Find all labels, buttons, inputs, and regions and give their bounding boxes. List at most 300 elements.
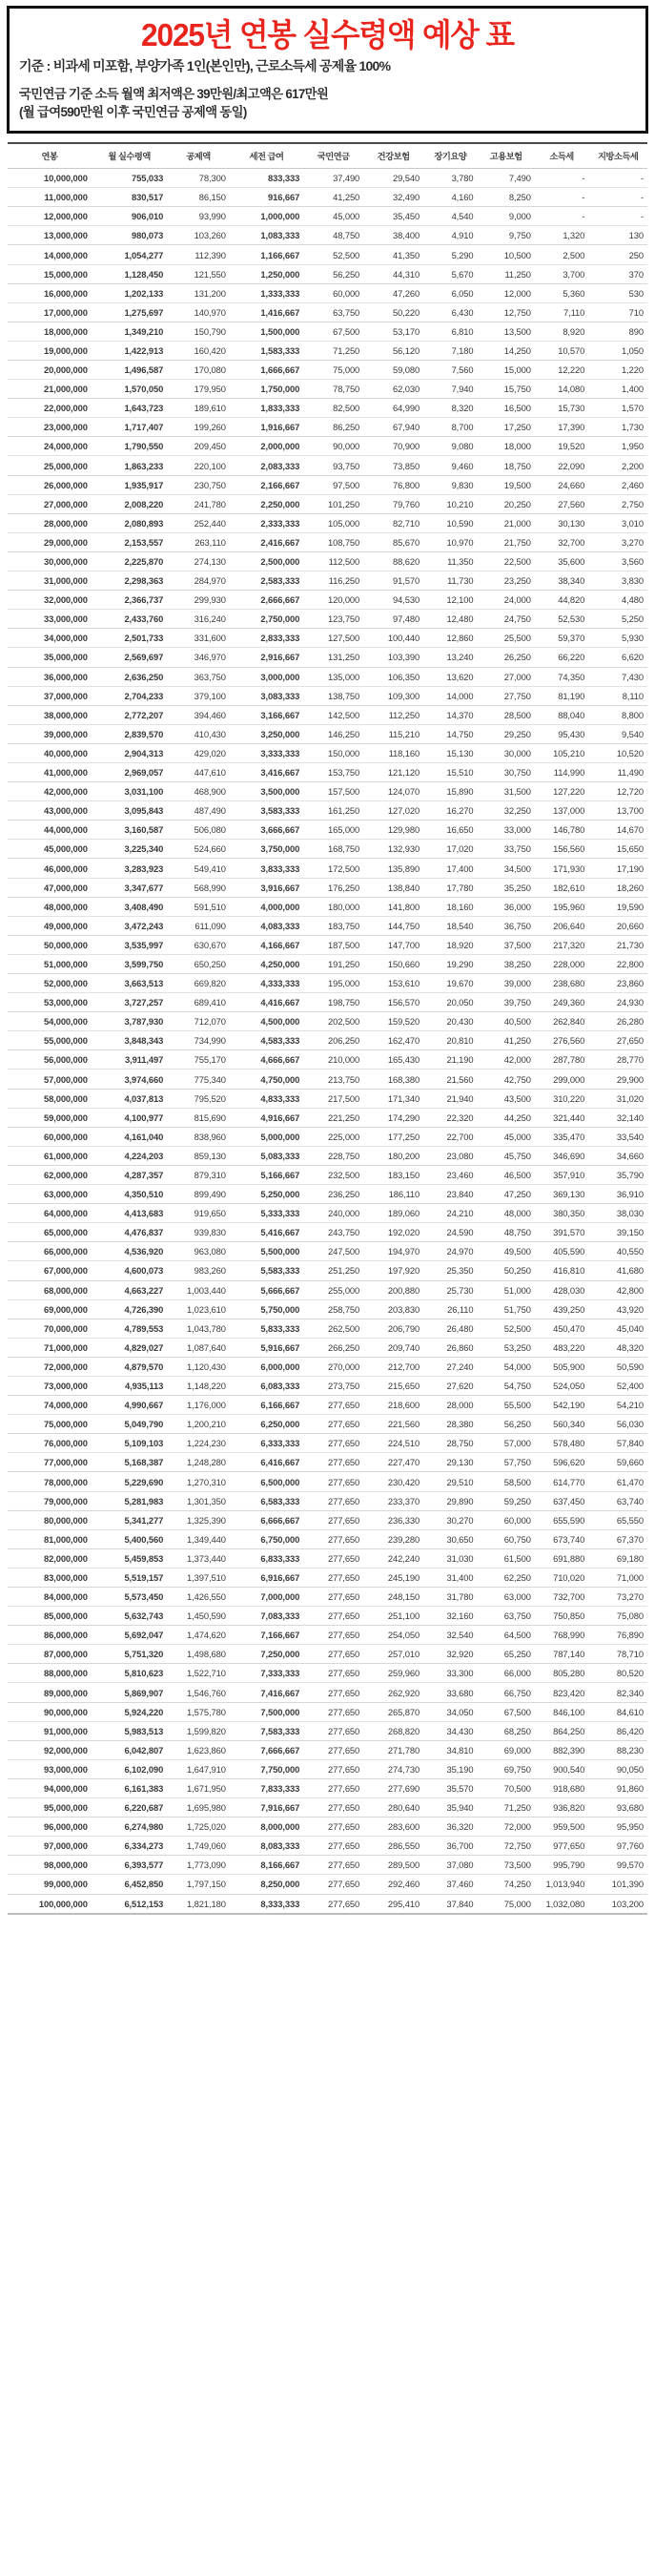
table-row xyxy=(8,1338,647,1357)
cell-monthly-net: 5,229,690 xyxy=(92,1472,167,1491)
cell-longterm-care: 17,780 xyxy=(423,878,477,897)
cell-deductions: 1,023,610 xyxy=(167,1299,230,1319)
cell-national-pension: 71,250 xyxy=(303,341,363,360)
cell-longterm-care: 19,670 xyxy=(423,974,477,993)
cell-monthly-net: 5,810,623 xyxy=(92,1664,167,1683)
cell-national-pension: 93,750 xyxy=(303,456,363,475)
cell-longterm-care: 6,430 xyxy=(423,302,477,322)
cell-deductions: 879,310 xyxy=(167,1165,230,1184)
cell-longterm-care: 17,400 xyxy=(423,859,477,878)
table-row xyxy=(8,1376,647,1395)
table-row xyxy=(8,1089,647,1108)
cell-pretax-pay: 5,500,000 xyxy=(230,1242,303,1261)
cell-annual-salary: 88,000,000 xyxy=(8,1664,92,1683)
cell-health-insurance: 248,150 xyxy=(363,1588,423,1607)
table-row xyxy=(8,629,647,648)
cell-deductions: 189,610 xyxy=(167,399,230,418)
cell-longterm-care: 26,480 xyxy=(423,1319,477,1338)
cell-annual-salary: 91,000,000 xyxy=(8,1721,92,1740)
cell-health-insurance: 38,400 xyxy=(363,226,423,245)
cell-employment-insurance: 71,250 xyxy=(478,1798,535,1818)
table-row xyxy=(8,1472,647,1491)
cell-income-tax: 19,520 xyxy=(535,437,588,456)
cell-monthly-net: 3,599,750 xyxy=(92,954,167,973)
cell-monthly-net: 1,717,407 xyxy=(92,418,167,437)
cell-deductions: 230,750 xyxy=(167,475,230,494)
cell-income-tax: 10,570 xyxy=(535,341,588,360)
cell-employment-insurance: 17,250 xyxy=(478,418,535,437)
cell-pretax-pay: 6,166,667 xyxy=(230,1396,303,1415)
cell-employment-insurance: 70,500 xyxy=(478,1778,535,1797)
table-row xyxy=(8,302,647,322)
cell-annual-salary: 44,000,000 xyxy=(8,821,92,840)
column-header-monthly-net: 월 실수령액 xyxy=(92,143,167,169)
cell-income-tax: 823,420 xyxy=(535,1683,588,1702)
cell-monthly-net: 4,536,920 xyxy=(92,1242,167,1261)
cell-longterm-care: 18,160 xyxy=(423,897,477,916)
cell-pretax-pay: 7,583,333 xyxy=(230,1721,303,1740)
cell-deductions: 447,610 xyxy=(167,762,230,781)
cell-longterm-care: 24,590 xyxy=(423,1223,477,1242)
cell-monthly-net: 1,128,450 xyxy=(92,264,167,283)
cell-income-tax: 691,880 xyxy=(535,1548,588,1568)
cell-employment-insurance: 46,500 xyxy=(478,1165,535,1184)
cell-annual-salary: 77,000,000 xyxy=(8,1453,92,1472)
cell-monthly-net: 6,334,273 xyxy=(92,1837,167,1856)
cell-pretax-pay: 4,166,667 xyxy=(230,935,303,954)
cell-national-pension: 150,000 xyxy=(303,743,363,762)
cell-deductions: 1,043,780 xyxy=(167,1319,230,1338)
cell-national-pension: 277,650 xyxy=(303,1856,363,1875)
header-banner xyxy=(7,6,648,134)
cell-income-tax: 391,570 xyxy=(535,1223,588,1242)
cell-national-pension: 247,500 xyxy=(303,1242,363,1261)
cell-employment-insurance: 42,750 xyxy=(478,1070,535,1089)
table-row xyxy=(8,1165,647,1184)
table-row xyxy=(8,1415,647,1434)
cell-annual-salary: 20,000,000 xyxy=(8,361,92,380)
cell-income-tax: 357,910 xyxy=(535,1165,588,1184)
cell-annual-salary: 17,000,000 xyxy=(8,302,92,322)
cell-monthly-net: 2,366,737 xyxy=(92,591,167,610)
table-row xyxy=(8,1127,647,1146)
cell-employment-insurance: 31,500 xyxy=(478,782,535,801)
cell-pretax-pay: 3,000,000 xyxy=(230,667,303,686)
cell-pretax-pay: 4,500,000 xyxy=(230,1012,303,1031)
cell-annual-salary: 86,000,000 xyxy=(8,1626,92,1645)
cell-national-pension: 168,750 xyxy=(303,840,363,859)
cell-deductions: 1,474,620 xyxy=(167,1626,230,1645)
cell-longterm-care: 27,620 xyxy=(423,1376,477,1395)
cell-national-pension: 277,650 xyxy=(303,1434,363,1453)
table-row xyxy=(8,571,647,591)
cell-health-insurance: 129,980 xyxy=(363,821,423,840)
cell-employment-insurance: 33,750 xyxy=(478,840,535,859)
cell-annual-salary: 43,000,000 xyxy=(8,801,92,821)
cell-health-insurance: 259,960 xyxy=(363,1664,423,1683)
cell-longterm-care: 25,730 xyxy=(423,1280,477,1299)
cell-health-insurance: 35,450 xyxy=(363,207,423,226)
cell-local-income-tax: 34,660 xyxy=(588,1146,647,1165)
cell-income-tax: 578,480 xyxy=(535,1434,588,1453)
cell-income-tax: 936,820 xyxy=(535,1798,588,1818)
cell-deductions: 252,440 xyxy=(167,513,230,532)
table-row xyxy=(8,1204,647,1223)
cell-local-income-tax: 40,550 xyxy=(588,1242,647,1261)
table-row xyxy=(8,1396,647,1415)
cell-monthly-net: 5,983,513 xyxy=(92,1721,167,1740)
cell-monthly-net: 6,512,153 xyxy=(92,1894,167,1914)
table-row xyxy=(8,341,647,360)
cell-pretax-pay: 7,416,667 xyxy=(230,1683,303,1702)
cell-national-pension: 161,250 xyxy=(303,801,363,821)
cell-local-income-tax: 97,760 xyxy=(588,1837,647,1856)
cell-employment-insurance: 69,750 xyxy=(478,1759,535,1778)
cell-local-income-tax: 32,140 xyxy=(588,1108,647,1127)
cell-income-tax: 17,390 xyxy=(535,418,588,437)
cell-income-tax: 74,350 xyxy=(535,667,588,686)
cell-income-tax: 864,250 xyxy=(535,1721,588,1740)
salary-table-container xyxy=(8,142,647,1915)
cell-pretax-pay: 5,083,333 xyxy=(230,1146,303,1165)
cell-longterm-care: 19,290 xyxy=(423,954,477,973)
cell-income-tax: 44,820 xyxy=(535,591,588,610)
cell-local-income-tax: 9,540 xyxy=(588,724,647,743)
cell-monthly-net: 2,839,570 xyxy=(92,724,167,743)
cell-monthly-net: 2,904,313 xyxy=(92,743,167,762)
column-header-national-pension: 국민연금 xyxy=(303,143,363,169)
cell-employment-insurance: 40,500 xyxy=(478,1012,535,1031)
cell-monthly-net: 2,225,870 xyxy=(92,551,167,571)
cell-employment-insurance: 47,250 xyxy=(478,1185,535,1204)
cell-national-pension: 45,000 xyxy=(303,207,363,226)
cell-national-pension: 277,650 xyxy=(303,1453,363,1472)
cell-employment-insurance: 21,750 xyxy=(478,532,535,551)
column-header-employment-insurance: 고용보험 xyxy=(478,143,535,169)
cell-national-pension: 108,750 xyxy=(303,532,363,551)
cell-longterm-care: 6,050 xyxy=(423,283,477,302)
cell-pretax-pay: 4,916,667 xyxy=(230,1108,303,1127)
cell-pretax-pay: 3,500,000 xyxy=(230,782,303,801)
cell-health-insurance: 109,300 xyxy=(363,686,423,705)
cell-annual-salary: 47,000,000 xyxy=(8,878,92,897)
cell-income-tax: 30,130 xyxy=(535,513,588,532)
cell-income-tax: 2,500 xyxy=(535,245,588,264)
cell-monthly-net: 4,726,390 xyxy=(92,1299,167,1319)
cell-health-insurance: 41,350 xyxy=(363,245,423,264)
cell-employment-insurance: 72,000 xyxy=(478,1818,535,1837)
cell-national-pension: 41,250 xyxy=(303,188,363,207)
cell-deductions: 150,790 xyxy=(167,322,230,341)
cell-employment-insurance: 66,000 xyxy=(478,1664,535,1683)
cell-employment-insurance: 15,750 xyxy=(478,380,535,399)
cell-pretax-pay: 6,083,333 xyxy=(230,1376,303,1395)
cell-national-pension: 187,500 xyxy=(303,935,363,954)
cell-health-insurance: 62,030 xyxy=(363,380,423,399)
cell-local-income-tax: 41,680 xyxy=(588,1261,647,1280)
cell-employment-insurance: 34,500 xyxy=(478,859,535,878)
cell-income-tax: 977,650 xyxy=(535,1837,588,1856)
cell-longterm-care: 11,730 xyxy=(423,571,477,591)
cell-local-income-tax: 710 xyxy=(588,302,647,322)
cell-local-income-tax: 39,150 xyxy=(588,1223,647,1242)
cell-monthly-net: 2,080,893 xyxy=(92,513,167,532)
table-row xyxy=(8,782,647,801)
cell-local-income-tax: 43,920 xyxy=(588,1299,647,1319)
cell-deductions: 1,373,440 xyxy=(167,1548,230,1568)
table-row xyxy=(8,1357,647,1376)
page-title: 2025년 연봉 실수령액 예상 표 xyxy=(141,17,514,52)
table-row xyxy=(8,1050,647,1070)
cell-national-pension: 78,750 xyxy=(303,380,363,399)
cell-local-income-tax: 57,840 xyxy=(588,1434,647,1453)
cell-local-income-tax: 13,700 xyxy=(588,801,647,821)
column-header-longterm-care: 장기요양 xyxy=(423,143,477,169)
table-row xyxy=(8,1491,647,1510)
cell-health-insurance: 124,070 xyxy=(363,782,423,801)
cell-national-pension: 142,500 xyxy=(303,705,363,724)
cell-employment-insurance: 8,250 xyxy=(478,188,535,207)
cell-annual-salary: 74,000,000 xyxy=(8,1396,92,1415)
cell-monthly-net: 830,517 xyxy=(92,188,167,207)
cell-local-income-tax: 80,520 xyxy=(588,1664,647,1683)
cell-local-income-tax: 84,610 xyxy=(588,1702,647,1721)
column-header-deductions: 공제액 xyxy=(167,143,230,169)
cell-employment-insurance: 27,750 xyxy=(478,686,535,705)
cell-health-insurance: 280,640 xyxy=(363,1798,423,1818)
cell-longterm-care: 14,750 xyxy=(423,724,477,743)
cell-pretax-pay: 1,666,667 xyxy=(230,361,303,380)
cell-health-insurance: 274,730 xyxy=(363,1759,423,1778)
table-row xyxy=(8,878,647,897)
cell-health-insurance: 106,350 xyxy=(363,667,423,686)
cell-longterm-care: 10,970 xyxy=(423,532,477,551)
cell-employment-insurance: 27,000 xyxy=(478,667,535,686)
cell-national-pension: 277,650 xyxy=(303,1894,363,1914)
cell-longterm-care: 21,940 xyxy=(423,1089,477,1108)
cell-income-tax: 88,040 xyxy=(535,705,588,724)
cell-income-tax: 238,680 xyxy=(535,974,588,993)
cell-national-pension: 277,650 xyxy=(303,1683,363,1702)
cell-deductions: 331,600 xyxy=(167,629,230,648)
cell-longterm-care: 13,240 xyxy=(423,648,477,667)
cell-pretax-pay: 1,333,333 xyxy=(230,283,303,302)
cell-national-pension: 243,750 xyxy=(303,1223,363,1242)
cell-national-pension: 277,650 xyxy=(303,1875,363,1894)
cell-pretax-pay: 1,000,000 xyxy=(230,207,303,226)
cell-monthly-net: 2,969,057 xyxy=(92,762,167,781)
cell-national-pension: 277,650 xyxy=(303,1759,363,1778)
cell-employment-insurance: 50,250 xyxy=(478,1261,535,1280)
cell-employment-insurance: 56,250 xyxy=(478,1415,535,1434)
table-row xyxy=(8,1568,647,1587)
cell-national-pension: 131,250 xyxy=(303,648,363,667)
cell-annual-salary: 41,000,000 xyxy=(8,762,92,781)
cell-pretax-pay: 1,166,667 xyxy=(230,245,303,264)
cell-annual-salary: 97,000,000 xyxy=(8,1837,92,1856)
cell-national-pension: 112,500 xyxy=(303,551,363,571)
cell-longterm-care: 32,160 xyxy=(423,1607,477,1626)
table-row xyxy=(8,1837,647,1856)
cell-national-pension: 183,750 xyxy=(303,916,363,935)
cell-health-insurance: 271,780 xyxy=(363,1740,423,1759)
cell-longterm-care: 10,210 xyxy=(423,494,477,513)
cell-pretax-pay: 4,416,667 xyxy=(230,993,303,1012)
cell-pretax-pay: 4,083,333 xyxy=(230,916,303,935)
cell-local-income-tax: - xyxy=(588,169,647,188)
cell-pretax-pay: 7,333,333 xyxy=(230,1664,303,1683)
table-row xyxy=(8,1299,647,1319)
cell-health-insurance: 209,740 xyxy=(363,1338,423,1357)
cell-longterm-care: 23,840 xyxy=(423,1185,477,1204)
cell-deductions: 1,148,220 xyxy=(167,1376,230,1395)
cell-employment-insurance: 57,000 xyxy=(478,1434,535,1453)
cell-pretax-pay: 6,833,333 xyxy=(230,1548,303,1568)
cell-health-insurance: 192,020 xyxy=(363,1223,423,1242)
cell-income-tax: 846,100 xyxy=(535,1702,588,1721)
cell-income-tax: 750,850 xyxy=(535,1607,588,1626)
cell-employment-insurance: 18,750 xyxy=(478,456,535,475)
cell-monthly-net: 6,220,687 xyxy=(92,1798,167,1818)
cell-employment-insurance: 66,750 xyxy=(478,1683,535,1702)
cell-monthly-net: 4,829,027 xyxy=(92,1338,167,1357)
cell-annual-salary: 93,000,000 xyxy=(8,1759,92,1778)
cell-monthly-net: 4,224,203 xyxy=(92,1146,167,1165)
cell-employment-insurance: 75,000 xyxy=(478,1894,535,1914)
cell-income-tax: 24,660 xyxy=(535,475,588,494)
cell-local-income-tax: 73,270 xyxy=(588,1588,647,1607)
cell-monthly-net: 3,848,343 xyxy=(92,1031,167,1050)
cell-annual-salary: 79,000,000 xyxy=(8,1491,92,1510)
cell-health-insurance: 254,050 xyxy=(363,1626,423,1645)
cell-monthly-net: 4,350,510 xyxy=(92,1185,167,1204)
table-row xyxy=(8,1645,647,1664)
cell-national-pension: 37,490 xyxy=(303,169,363,188)
cell-annual-salary: 42,000,000 xyxy=(8,782,92,801)
cell-national-pension: 210,000 xyxy=(303,1050,363,1070)
cell-longterm-care: 4,160 xyxy=(423,188,477,207)
cell-employment-insurance: 55,500 xyxy=(478,1396,535,1415)
cell-longterm-care: 11,350 xyxy=(423,551,477,571)
cell-national-pension: 277,650 xyxy=(303,1626,363,1645)
cell-pretax-pay: 4,250,000 xyxy=(230,954,303,973)
cell-health-insurance: 283,600 xyxy=(363,1818,423,1837)
cell-income-tax: 35,600 xyxy=(535,551,588,571)
cell-pretax-pay: 4,666,667 xyxy=(230,1050,303,1070)
cell-annual-salary: 19,000,000 xyxy=(8,341,92,360)
table-row xyxy=(8,974,647,993)
cell-monthly-net: 5,519,157 xyxy=(92,1568,167,1587)
cell-local-income-tax: 90,050 xyxy=(588,1759,647,1778)
cell-national-pension: 165,000 xyxy=(303,821,363,840)
cell-health-insurance: 103,390 xyxy=(363,648,423,667)
cell-income-tax: 228,000 xyxy=(535,954,588,973)
cell-health-insurance: 239,280 xyxy=(363,1529,423,1548)
cell-pretax-pay: 4,333,333 xyxy=(230,974,303,993)
cell-pretax-pay: 8,166,667 xyxy=(230,1856,303,1875)
cell-annual-salary: 81,000,000 xyxy=(8,1529,92,1548)
cell-annual-salary: 94,000,000 xyxy=(8,1778,92,1797)
cell-annual-salary: 11,000,000 xyxy=(8,188,92,207)
cell-income-tax: 66,220 xyxy=(535,648,588,667)
cell-income-tax: 146,780 xyxy=(535,821,588,840)
cell-monthly-net: 1,496,587 xyxy=(92,361,167,380)
cell-monthly-net: 1,935,917 xyxy=(92,475,167,494)
cell-national-pension: 277,650 xyxy=(303,1472,363,1491)
cell-longterm-care: 6,810 xyxy=(423,322,477,341)
cell-pretax-pay: 3,333,333 xyxy=(230,743,303,762)
cell-annual-salary: 89,000,000 xyxy=(8,1683,92,1702)
cell-longterm-care: 33,680 xyxy=(423,1683,477,1702)
cell-health-insurance: 118,160 xyxy=(363,743,423,762)
cell-longterm-care: 34,430 xyxy=(423,1721,477,1740)
cell-national-pension: 277,650 xyxy=(303,1645,363,1664)
cell-annual-salary: 50,000,000 xyxy=(8,935,92,954)
cell-health-insurance: 224,510 xyxy=(363,1434,423,1453)
cell-annual-salary: 56,000,000 xyxy=(8,1050,92,1070)
cell-pretax-pay: 1,250,000 xyxy=(230,264,303,283)
cell-health-insurance: 67,940 xyxy=(363,418,423,437)
cell-income-tax: 114,990 xyxy=(535,762,588,781)
cell-national-pension: 86,250 xyxy=(303,418,363,437)
cell-annual-salary: 29,000,000 xyxy=(8,532,92,551)
cell-longterm-care: 5,290 xyxy=(423,245,477,264)
cell-annual-salary: 64,000,000 xyxy=(8,1204,92,1223)
cell-monthly-net: 6,161,383 xyxy=(92,1778,167,1797)
cell-monthly-net: 3,727,257 xyxy=(92,993,167,1012)
cell-pretax-pay: 3,583,333 xyxy=(230,801,303,821)
cell-monthly-net: 4,413,683 xyxy=(92,1204,167,1223)
cell-national-pension: 206,250 xyxy=(303,1031,363,1050)
cell-health-insurance: 76,800 xyxy=(363,475,423,494)
cell-longterm-care: 28,000 xyxy=(423,1396,477,1415)
cell-deductions: 1,821,180 xyxy=(167,1894,230,1914)
cell-deductions: 983,260 xyxy=(167,1261,230,1280)
cell-longterm-care: 14,000 xyxy=(423,686,477,705)
cell-health-insurance: 32,490 xyxy=(363,188,423,207)
cell-local-income-tax: 24,930 xyxy=(588,993,647,1012)
cell-local-income-tax: 88,230 xyxy=(588,1740,647,1759)
cell-longterm-care: 36,320 xyxy=(423,1818,477,1837)
cell-monthly-net: 4,287,357 xyxy=(92,1165,167,1184)
cell-deductions: 199,260 xyxy=(167,418,230,437)
cell-health-insurance: 94,530 xyxy=(363,591,423,610)
cell-national-pension: 232,500 xyxy=(303,1165,363,1184)
cell-annual-salary: 80,000,000 xyxy=(8,1510,92,1529)
cell-national-pension: 146,250 xyxy=(303,724,363,743)
cell-pretax-pay: 2,166,667 xyxy=(230,475,303,494)
cell-national-pension: 277,650 xyxy=(303,1396,363,1415)
cell-income-tax: 1,032,080 xyxy=(535,1894,588,1914)
cell-local-income-tax: 11,490 xyxy=(588,762,647,781)
table-header xyxy=(8,143,647,169)
cell-longterm-care: 32,540 xyxy=(423,1626,477,1645)
cell-pretax-pay: 5,416,667 xyxy=(230,1223,303,1242)
cell-pretax-pay: 7,250,000 xyxy=(230,1645,303,1664)
cell-pretax-pay: 6,250,000 xyxy=(230,1415,303,1434)
cell-pretax-pay: 833,333 xyxy=(230,169,303,188)
cell-longterm-care: 21,560 xyxy=(423,1070,477,1089)
cell-income-tax: 505,900 xyxy=(535,1357,588,1376)
cell-monthly-net: 4,600,073 xyxy=(92,1261,167,1280)
table-row xyxy=(8,1012,647,1031)
cell-local-income-tax: 27,650 xyxy=(588,1031,647,1050)
cell-income-tax: 262,840 xyxy=(535,1012,588,1031)
cell-deductions: 939,830 xyxy=(167,1223,230,1242)
cell-annual-salary: 75,000,000 xyxy=(8,1415,92,1434)
cell-pretax-pay: 6,666,667 xyxy=(230,1510,303,1529)
cell-health-insurance: 127,020 xyxy=(363,801,423,821)
